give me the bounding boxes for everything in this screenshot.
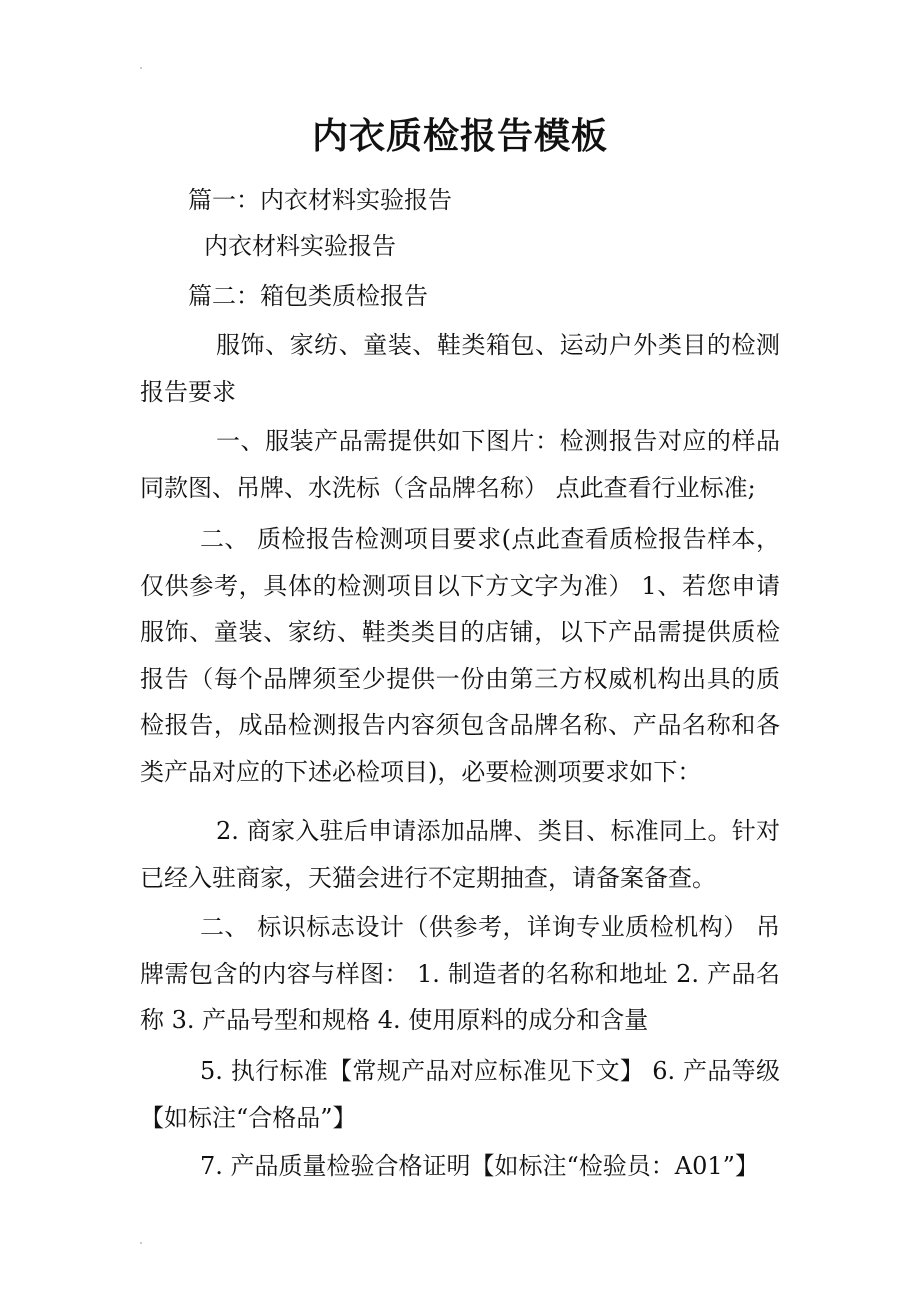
paragraph-inspection-items: 二、 质检报告检测项目要求(点此查看质检报告样本，仅供参考，具体的检测项目以下方文字为准） 1、若您申请服饰、童装、家纺、鞋类类目的店铺，以下产品需提供质检报告（每个品牌须至少提供一份由第三方权威机构出具的质检报告，成品检测报告内容须包含品牌名称、产品名称和各类产品对应的下述必检项目)，必要检测项要求如下： bbox=[140, 525, 780, 786]
section-heading-1: 篇一：内衣材料实验报告 bbox=[188, 186, 452, 214]
paragraph-standard-grade: 5. 执行标准【常规产品对应标准见下文】 6. 产品等级【如标注“合格品”】 bbox=[140, 1057, 780, 1132]
paragraph-label-design: 二、 标识标志设计（供参考，详询专业质检机构） 吊牌需包含的内容与样图： 1. 制造者的名称和地址 2. 产品名称 3. 产品号型和规格 4. 使用原料的成分和含量 bbox=[140, 913, 780, 1034]
paragraph-category-requirements: 服饰、家纺、童装、鞋类箱包、运动户外类目的检测报告要求 bbox=[140, 331, 780, 406]
document-title: 内衣质检报告模板 bbox=[311, 116, 608, 157]
paragraph-quality-certificate: 7. 产品质量检验合格证明【如标注“检验员：A01”】 bbox=[200, 1152, 759, 1180]
paragraph-brand-addition: 2. 商家入驻后申请添加品牌、类目、标准同上。针对已经入驻商家，天猫会进行不定期抽查，请备案备查。 bbox=[140, 817, 780, 892]
corner-mark-bottom-left bbox=[140, 1242, 142, 1244]
corner-mark-top-left bbox=[140, 67, 142, 69]
section-heading-2: 篇二：箱包类质检报告 bbox=[188, 282, 428, 310]
paragraph-image-requirements: 一、服装产品需提供如下图片：检测报告对应的样品同款图、吊牌、水洗标（含品牌名称） 点此查看行业标准; bbox=[140, 427, 780, 502]
subheading-1: 内衣材料实验报告 bbox=[204, 232, 396, 260]
